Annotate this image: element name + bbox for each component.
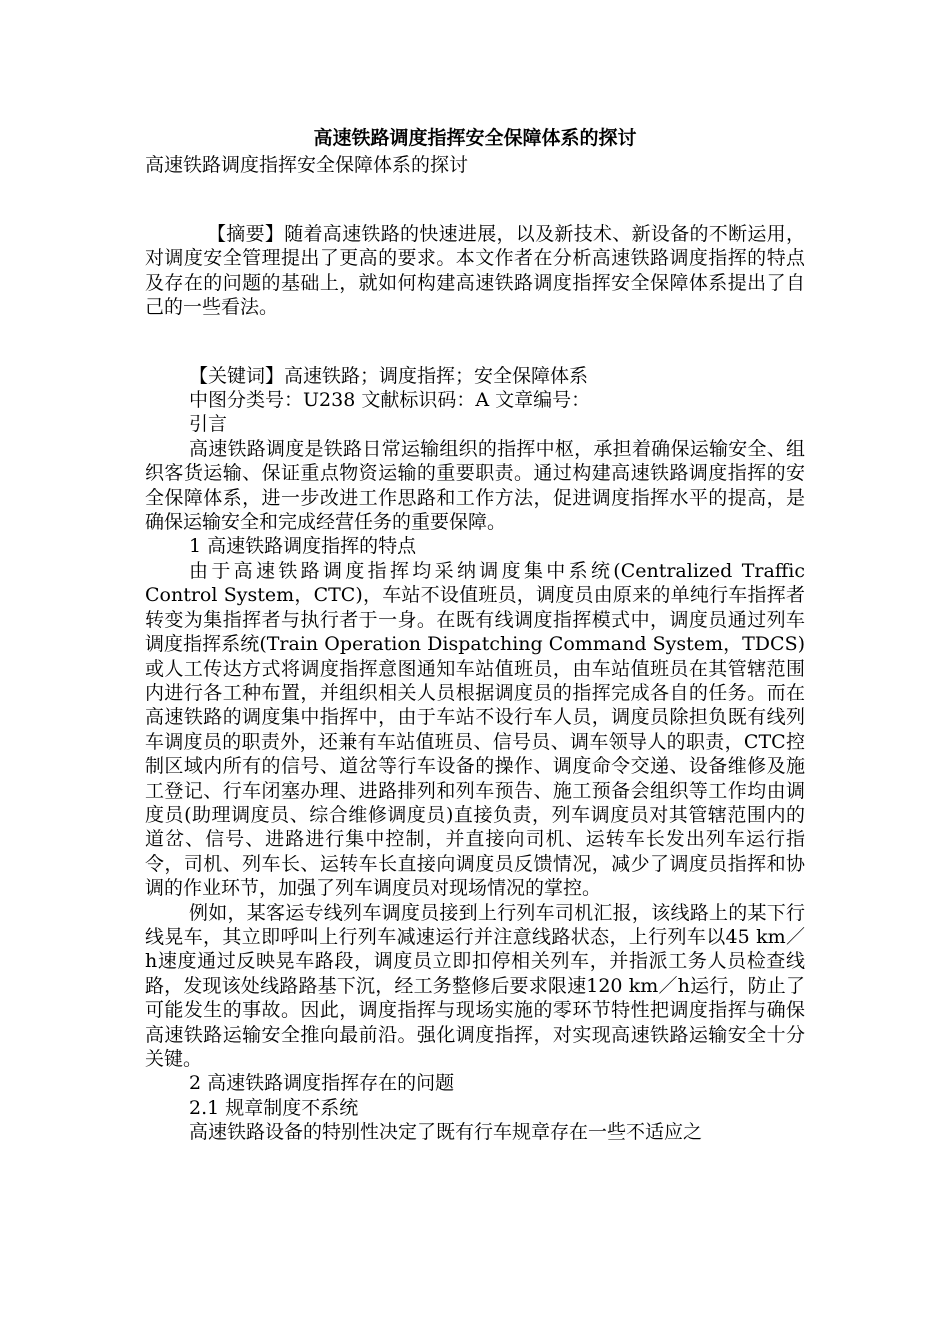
document-title: 高速铁路调度指挥安全保障体系的探讨 bbox=[313, 127, 637, 149]
section1-heading: 1 高速铁路调度指挥的特点 bbox=[189, 535, 417, 558]
document-subtitle: 高速铁路调度指挥安全保障体系的探讨 bbox=[145, 154, 469, 176]
intro-heading: 引言 bbox=[189, 413, 228, 436]
section2-heading: 2 高速铁路调度指挥存在的问题 bbox=[189, 1072, 455, 1095]
spacer bbox=[145, 342, 805, 364]
spacer bbox=[145, 200, 805, 222]
document-page bbox=[145, 124, 805, 1145]
abstract-paragraph: 【摘要】随着高速铁路的快速进展，以及新技术、新设备的不断运用，对调度安全管理提出了更高的要求。本文作者在分析高速铁路调度指挥的特点及存在的问题的基础上，就如何构建高速铁路调度指挥安全保障体系提出了自己的一些看法。 bbox=[145, 223, 805, 319]
intro-paragraph: 高速铁路调度是铁路日常运输组织的指挥中枢，承担着确保运输安全、组织客货运输、保证重点物资运输的重要职责。通过构建高速铁路调度指挥的安全保障体系，进一步改进工作思路和工作方法，促进调度指挥水平的提高，是确保运输安全和完成经营任务的重要保障。 bbox=[145, 437, 805, 534]
section1-paragraph-1: 由于高速铁路调度指挥均采纳调度集中系统(Centralized Traffic Control System，CTC)，车站不设值班员，调度员由原来的单纯行车指挥者转变为集指挥者与执行者于一身。在既有线调度指挥模式中，调度员通过列车调度指挥系统(Train Operation Dispatching Command System，TDCS)或人工传达方式将调度指挥意图通知车站值班员，由车站值班员在其管辖范围内进行各工种布置，并组织相关人员根据调度员的指挥完成各自的任务。而在高速铁路的调度集中指挥中，由于车站不设行车人员，调度员除担负既有线列车调度员的职责外，还兼有车站值班员、信号员、调车领导人的职责，CTC控制区域内所有的信号、道岔等行车设备的操作、调度命令交递、设备维修及施工登记、行车闭塞办理、进路排列和列车预告、施工预备会组织等工作均由调度员(助理调度员、综合维修调度员)直接负责，列车调度员对其管辖范围内的道岔、信号、进路进行集中控制，并直接向司机、运转车长发出列车运行指令，司机、列车长、运转车长直接向调度员反馈情况，减少了调度员指挥和协调的作业环节，加强了列车调度员对现场情况的掌控。 bbox=[145, 559, 805, 900]
keywords-line: 【关键词】高速铁路；调度指挥；安全保障体系 bbox=[189, 364, 589, 387]
section2-1-heading: 2.1 规章制度不系统 bbox=[189, 1096, 359, 1119]
classification-line: 中图分类号：U238 文献标识码：A 文章编号： bbox=[189, 389, 591, 412]
section1-paragraph-2: 例如，某客运专线列车调度员接到上行列车司机汇报，该线路上的某下行线晃车，其立即呼叫上行列车减速运行并注意线路状态，上行列车以45 km／h速度通过反映晃车路段，调度员立即扣停相关列车，并指派工务人员检查线路，发现该处线路路基下沉，经工务整修后要求限速120 km／h运行，防止了可能发生的事故。因此，调度指挥与现场实施的零环节特性把调度指挥与确保高速铁路运输安全推向最前沿。强化调度指挥，对实现高速铁路运输安全十分关键。 bbox=[145, 901, 805, 1070]
spacer bbox=[145, 320, 805, 342]
section2-1-paragraph: 高速铁路设备的特别性决定了既有行车规章存在一些不适应之 bbox=[189, 1121, 703, 1144]
